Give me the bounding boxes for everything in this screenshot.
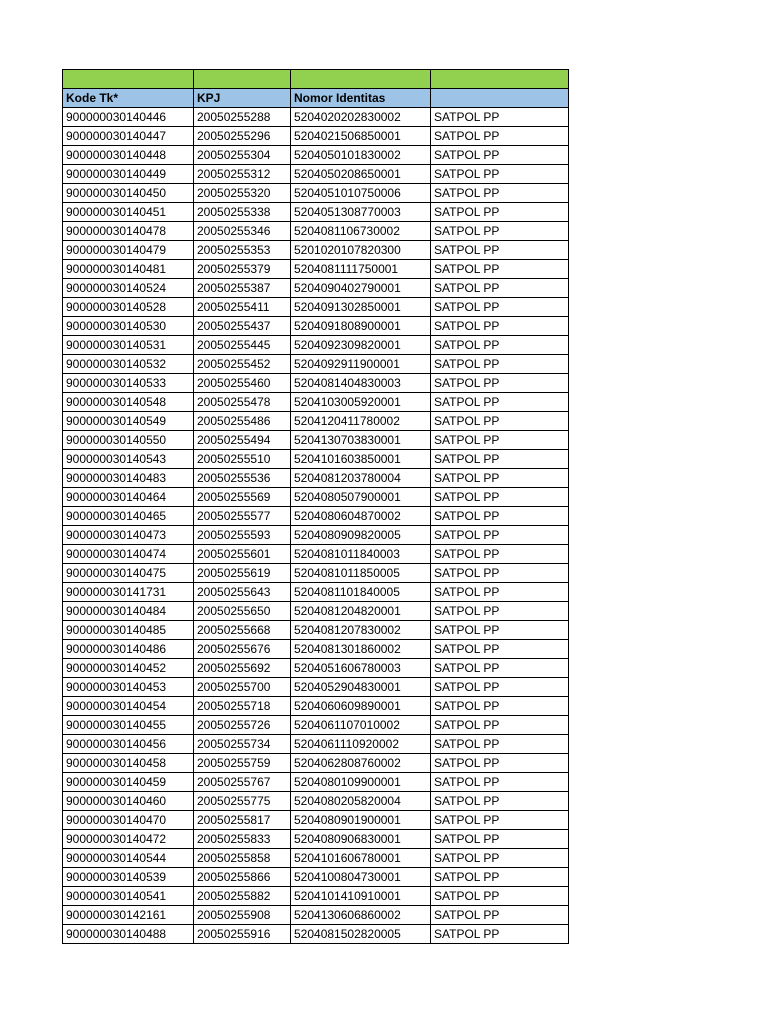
cell-unit[interactable]: SATPOL PP: [431, 773, 569, 792]
cell-unit[interactable]: SATPOL PP: [431, 393, 569, 412]
cell-unit[interactable]: SATPOL PP: [431, 222, 569, 241]
cell-kpj[interactable]: 20050255700: [194, 678, 291, 697]
cell-kpj[interactable]: 20050255478: [194, 393, 291, 412]
cell-unit[interactable]: SATPOL PP: [431, 792, 569, 811]
cell-nomor-identitas[interactable]: 5204080604870002: [291, 507, 431, 526]
cell-unit[interactable]: SATPOL PP: [431, 279, 569, 298]
cell-kode-tk[interactable]: 900000030141731: [63, 583, 194, 602]
table-row: [63, 203, 569, 222]
table-body: [63, 108, 569, 944]
cell-kpj[interactable]: 20050255882: [194, 887, 291, 906]
table-row: [63, 621, 569, 640]
table-row: [63, 697, 569, 716]
cell-kpj[interactable]: 20050255445: [194, 336, 291, 355]
cell-kode-tk[interactable]: 900000030140450: [63, 184, 194, 203]
cell-nomor-identitas[interactable]: 5204062808760002: [291, 754, 431, 773]
cell-unit[interactable]: SATPOL PP: [431, 583, 569, 602]
cell-kpj[interactable]: 20050255510: [194, 450, 291, 469]
band-cell[interactable]: [194, 70, 291, 89]
cell-nomor-identitas[interactable]: 5204101606780001: [291, 849, 431, 868]
cell-kode-tk[interactable]: 900000030140483: [63, 469, 194, 488]
cell-nomor-identitas[interactable]: 5204080909820005: [291, 526, 431, 545]
cell-kpj[interactable]: 20050255296: [194, 127, 291, 146]
table-row: [63, 374, 569, 393]
cell-kode-tk[interactable]: 900000030140475: [63, 564, 194, 583]
header-kpj[interactable]: KPJ: [194, 89, 291, 108]
cell-kode-tk[interactable]: 900000030140479: [63, 241, 194, 260]
cell-kode-tk[interactable]: 900000030140452: [63, 659, 194, 678]
cell-nomor-identitas[interactable]: 5204080901900001: [291, 811, 431, 830]
cell-kpj[interactable]: 20050255668: [194, 621, 291, 640]
cell-kpj[interactable]: 20050255288: [194, 108, 291, 127]
cell-kode-tk[interactable]: 900000030140458: [63, 754, 194, 773]
table-row: [63, 507, 569, 526]
header-row: [63, 89, 569, 108]
cell-kpj[interactable]: 20050255338: [194, 203, 291, 222]
cell-nomor-identitas[interactable]: 5204081204820001: [291, 602, 431, 621]
cell-nomor-identitas[interactable]: 5204092309820001: [291, 336, 431, 355]
cell-nomor-identitas[interactable]: 5204081111750001: [291, 260, 431, 279]
table-row: [63, 678, 569, 697]
cell-nomor-identitas[interactable]: 5204080507900001: [291, 488, 431, 507]
table-row: [63, 887, 569, 906]
cell-nomor-identitas[interactable]: 5204120411780002: [291, 412, 431, 431]
cell-unit[interactable]: SATPOL PP: [431, 849, 569, 868]
table-row: [63, 469, 569, 488]
cell-nomor-identitas[interactable]: 5204061107010002: [291, 716, 431, 735]
table-row: [63, 545, 569, 564]
cell-kpj[interactable]: 20050255908: [194, 906, 291, 925]
cell-kode-tk[interactable]: 900000030140486: [63, 640, 194, 659]
cell-kpj[interactable]: 20050255577: [194, 507, 291, 526]
cell-kode-tk[interactable]: 900000030140451: [63, 203, 194, 222]
cell-nomor-identitas[interactable]: 5204051606780003: [291, 659, 431, 678]
cell-unit[interactable]: SATPOL PP: [431, 887, 569, 906]
cell-nomor-identitas[interactable]: 5204081203780004: [291, 469, 431, 488]
cell-kpj[interactable]: 20050255452: [194, 355, 291, 374]
table-row: [63, 868, 569, 887]
cell-kode-tk[interactable]: 900000030140464: [63, 488, 194, 507]
cell-kode-tk[interactable]: 900000030140484: [63, 602, 194, 621]
table-row: [63, 640, 569, 659]
cell-kpj[interactable]: 20050255379: [194, 260, 291, 279]
cell-kpj[interactable]: 20050255494: [194, 431, 291, 450]
table-row: [63, 108, 569, 127]
table-row: [63, 450, 569, 469]
cell-unit[interactable]: SATPOL PP: [431, 298, 569, 317]
cell-nomor-identitas[interactable]: 5204101603850001: [291, 450, 431, 469]
band-cell[interactable]: [431, 70, 569, 89]
cell-unit[interactable]: SATPOL PP: [431, 317, 569, 336]
cell-kode-tk[interactable]: 900000030140473: [63, 526, 194, 545]
cell-nomor-identitas[interactable]: 5204051010750006: [291, 184, 431, 203]
table-row: [63, 298, 569, 317]
cell-nomor-identitas[interactable]: 5204101410910001: [291, 887, 431, 906]
cell-unit[interactable]: SATPOL PP: [431, 260, 569, 279]
cell-unit[interactable]: SATPOL PP: [431, 545, 569, 564]
cell-nomor-identitas[interactable]: 5204050101830002: [291, 146, 431, 165]
cell-nomor-identitas[interactable]: 5204081404830003: [291, 374, 431, 393]
cell-nomor-identitas[interactable]: 5204081301860002: [291, 640, 431, 659]
cell-unit[interactable]: SATPOL PP: [431, 868, 569, 887]
cell-unit[interactable]: SATPOL PP: [431, 830, 569, 849]
cell-kpj[interactable]: 20050255692: [194, 659, 291, 678]
cell-kode-tk[interactable]: 900000030140488: [63, 925, 194, 944]
cell-unit[interactable]: SATPOL PP: [431, 146, 569, 165]
cell-kpj[interactable]: 20050255601: [194, 545, 291, 564]
cell-kode-tk[interactable]: 900000030140472: [63, 830, 194, 849]
table-row: [63, 925, 569, 944]
table-row: [63, 754, 569, 773]
cell-kpj[interactable]: 20050255460: [194, 374, 291, 393]
cell-unit[interactable]: SATPOL PP: [431, 412, 569, 431]
cell-kode-tk[interactable]: 900000030140459: [63, 773, 194, 792]
cell-kpj[interactable]: 20050255619: [194, 564, 291, 583]
cell-unit[interactable]: SATPOL PP: [431, 450, 569, 469]
cell-kpj[interactable]: 20050255916: [194, 925, 291, 944]
cell-kode-tk[interactable]: 900000030140543: [63, 450, 194, 469]
table-row: [63, 811, 569, 830]
cell-kpj[interactable]: 20050255593: [194, 526, 291, 545]
cell-kode-tk[interactable]: 900000030140446: [63, 108, 194, 127]
table-row: [63, 127, 569, 146]
header-kode-tk[interactable]: Kode Tk*: [63, 89, 194, 108]
spreadsheet-table: [62, 69, 569, 944]
table-row: [63, 830, 569, 849]
cell-kode-tk[interactable]: 900000030140447: [63, 127, 194, 146]
cell-kode-tk[interactable]: 900000030140524: [63, 279, 194, 298]
band-cell[interactable]: [291, 70, 431, 89]
table-row: [63, 773, 569, 792]
cell-nomor-identitas[interactable]: 5204081106730002: [291, 222, 431, 241]
cell-kpj[interactable]: 20050255858: [194, 849, 291, 868]
table-row: [63, 564, 569, 583]
cell-nomor-identitas[interactable]: 5201020107820300: [291, 241, 431, 260]
header-unit[interactable]: [431, 89, 569, 108]
table-row: [63, 355, 569, 374]
cell-kode-tk[interactable]: 900000030140478: [63, 222, 194, 241]
cell-kode-tk[interactable]: 900000030140541: [63, 887, 194, 906]
cell-kpj[interactable]: 20050255866: [194, 868, 291, 887]
cell-kpj[interactable]: 20050255833: [194, 830, 291, 849]
cell-unit[interactable]: SATPOL PP: [431, 127, 569, 146]
cell-kode-tk[interactable]: 900000030142161: [63, 906, 194, 925]
table-row: [63, 488, 569, 507]
table-row: [63, 602, 569, 621]
cell-nomor-identitas[interactable]: 5204130703830001: [291, 431, 431, 450]
cell-unit[interactable]: SATPOL PP: [431, 184, 569, 203]
table-row: [63, 792, 569, 811]
cell-unit[interactable]: SATPOL PP: [431, 735, 569, 754]
cell-kode-tk[interactable]: 900000030140481: [63, 260, 194, 279]
cell-unit[interactable]: SATPOL PP: [431, 811, 569, 830]
cell-kode-tk[interactable]: 900000030140528: [63, 298, 194, 317]
cell-kpj[interactable]: 20050255767: [194, 773, 291, 792]
cell-unit[interactable]: SATPOL PP: [431, 564, 569, 583]
table-row: [63, 659, 569, 678]
cell-nomor-identitas[interactable]: 5204061110920002: [291, 735, 431, 754]
cell-kpj[interactable]: 20050255759: [194, 754, 291, 773]
cell-nomor-identitas[interactable]: 5204020202830002: [291, 108, 431, 127]
cell-kode-tk[interactable]: 900000030140485: [63, 621, 194, 640]
cell-kpj[interactable]: 20050255734: [194, 735, 291, 754]
cell-kpj[interactable]: 20050255643: [194, 583, 291, 602]
cell-kode-tk[interactable]: 900000030140455: [63, 716, 194, 735]
cell-kpj[interactable]: 20050255569: [194, 488, 291, 507]
table-row: [63, 849, 569, 868]
cell-kpj[interactable]: 20050255387: [194, 279, 291, 298]
cell-nomor-identitas[interactable]: 5204080109900001: [291, 773, 431, 792]
table-row: [63, 146, 569, 165]
cell-nomor-identitas[interactable]: 5204081011850005: [291, 564, 431, 583]
cell-unit[interactable]: SATPOL PP: [431, 754, 569, 773]
cell-kpj[interactable]: 20050255346: [194, 222, 291, 241]
cell-kpj[interactable]: 20050255536: [194, 469, 291, 488]
cell-kode-tk[interactable]: 900000030140465: [63, 507, 194, 526]
cell-kpj[interactable]: 20050255817: [194, 811, 291, 830]
cell-nomor-identitas[interactable]: 5204081207830002: [291, 621, 431, 640]
cell-kode-tk[interactable]: 900000030140460: [63, 792, 194, 811]
cell-unit[interactable]: SATPOL PP: [431, 488, 569, 507]
table-row: [63, 336, 569, 355]
cell-kode-tk[interactable]: 900000030140449: [63, 165, 194, 184]
cell-kode-tk[interactable]: 900000030140456: [63, 735, 194, 754]
cell-unit[interactable]: SATPOL PP: [431, 697, 569, 716]
cell-unit[interactable]: SATPOL PP: [431, 659, 569, 678]
cell-unit[interactable]: SATPOL PP: [431, 678, 569, 697]
cell-kode-tk[interactable]: 900000030140544: [63, 849, 194, 868]
cell-kode-tk[interactable]: 900000030140453: [63, 678, 194, 697]
cell-nomor-identitas[interactable]: 5204130606860002: [291, 906, 431, 925]
cell-unit[interactable]: SATPOL PP: [431, 469, 569, 488]
cell-kode-tk[interactable]: 900000030140539: [63, 868, 194, 887]
cell-nomor-identitas[interactable]: 5204021506850001: [291, 127, 431, 146]
cell-unit[interactable]: SATPOL PP: [431, 602, 569, 621]
cell-kode-tk[interactable]: 900000030140532: [63, 355, 194, 374]
cell-nomor-identitas[interactable]: 5204081101840005: [291, 583, 431, 602]
cell-unit[interactable]: SATPOL PP: [431, 906, 569, 925]
cell-nomor-identitas[interactable]: 5204090402790001: [291, 279, 431, 298]
cell-kode-tk[interactable]: 900000030140533: [63, 374, 194, 393]
cell-nomor-identitas[interactable]: 5204103005920001: [291, 393, 431, 412]
cell-nomor-identitas[interactable]: 5204080906830001: [291, 830, 431, 849]
cell-unit[interactable]: SATPOL PP: [431, 165, 569, 184]
cell-kode-tk[interactable]: 900000030140454: [63, 697, 194, 716]
cell-unit[interactable]: SATPOL PP: [431, 431, 569, 450]
cell-nomor-identitas[interactable]: 5204051308770003: [291, 203, 431, 222]
table-row: [63, 317, 569, 336]
cell-nomor-identitas[interactable]: 5204050208650001: [291, 165, 431, 184]
cell-kpj[interactable]: 20050255312: [194, 165, 291, 184]
band-cell[interactable]: [63, 70, 194, 89]
cell-unit[interactable]: SATPOL PP: [431, 526, 569, 545]
table-row: [63, 716, 569, 735]
cell-kpj[interactable]: 20050255320: [194, 184, 291, 203]
cell-nomor-identitas[interactable]: 5204091302850001: [291, 298, 431, 317]
table-row: [63, 241, 569, 260]
cell-unit[interactable]: SATPOL PP: [431, 108, 569, 127]
cell-kpj[interactable]: 20050255775: [194, 792, 291, 811]
cell-nomor-identitas[interactable]: 5204060609890001: [291, 697, 431, 716]
cell-kode-tk[interactable]: 900000030140470: [63, 811, 194, 830]
cell-kpj[interactable]: 20050255650: [194, 602, 291, 621]
cell-kode-tk[interactable]: 900000030140448: [63, 146, 194, 165]
cell-kode-tk[interactable]: 900000030140474: [63, 545, 194, 564]
cell-nomor-identitas[interactable]: 5204081502820005: [291, 925, 431, 944]
cell-kode-tk[interactable]: 900000030140550: [63, 431, 194, 450]
cell-kpj[interactable]: 20050255437: [194, 317, 291, 336]
table-row: [63, 735, 569, 754]
table-row: [63, 393, 569, 412]
cell-nomor-identitas[interactable]: 5204081011840003: [291, 545, 431, 564]
cell-kode-tk[interactable]: 900000030140531: [63, 336, 194, 355]
cell-unit[interactable]: SATPOL PP: [431, 925, 569, 944]
cell-nomor-identitas[interactable]: 5204052904830001: [291, 678, 431, 697]
table-row: [63, 279, 569, 298]
cell-unit[interactable]: SATPOL PP: [431, 203, 569, 222]
cell-kpj[interactable]: 20050255304: [194, 146, 291, 165]
cell-kpj[interactable]: 20050255353: [194, 241, 291, 260]
cell-kpj[interactable]: 20050255411: [194, 298, 291, 317]
cell-unit[interactable]: SATPOL PP: [431, 241, 569, 260]
table-row: [63, 184, 569, 203]
cell-kpj[interactable]: 20050255726: [194, 716, 291, 735]
cell-nomor-identitas[interactable]: 5204092911900001: [291, 355, 431, 374]
cell-kode-tk[interactable]: 900000030140530: [63, 317, 194, 336]
cell-kpj[interactable]: 20050255486: [194, 412, 291, 431]
table-row: [63, 431, 569, 450]
table-row: [63, 583, 569, 602]
cell-unit[interactable]: SATPOL PP: [431, 374, 569, 393]
table-row: [63, 906, 569, 925]
cell-nomor-identitas[interactable]: 5204091808900001: [291, 317, 431, 336]
header-nomor-identitas[interactable]: Nomor Identitas: [291, 89, 431, 108]
table-row: [63, 260, 569, 279]
cell-nomor-identitas[interactable]: 5204080205820004: [291, 792, 431, 811]
cell-unit[interactable]: SATPOL PP: [431, 640, 569, 659]
cell-kpj[interactable]: 20050255676: [194, 640, 291, 659]
table-row: [63, 222, 569, 241]
cell-kode-tk[interactable]: 900000030140549: [63, 412, 194, 431]
table-row: [63, 165, 569, 184]
cell-unit[interactable]: SATPOL PP: [431, 507, 569, 526]
cell-kode-tk[interactable]: 900000030140548: [63, 393, 194, 412]
table-row: [63, 526, 569, 545]
cell-nomor-identitas[interactable]: 5204100804730001: [291, 868, 431, 887]
cell-kpj[interactable]: 20050255718: [194, 697, 291, 716]
cell-unit[interactable]: SATPOL PP: [431, 355, 569, 374]
cell-unit[interactable]: SATPOL PP: [431, 621, 569, 640]
table-row: [63, 412, 569, 431]
cell-unit[interactable]: SATPOL PP: [431, 336, 569, 355]
cell-unit[interactable]: SATPOL PP: [431, 716, 569, 735]
green-band-row: [63, 70, 569, 89]
